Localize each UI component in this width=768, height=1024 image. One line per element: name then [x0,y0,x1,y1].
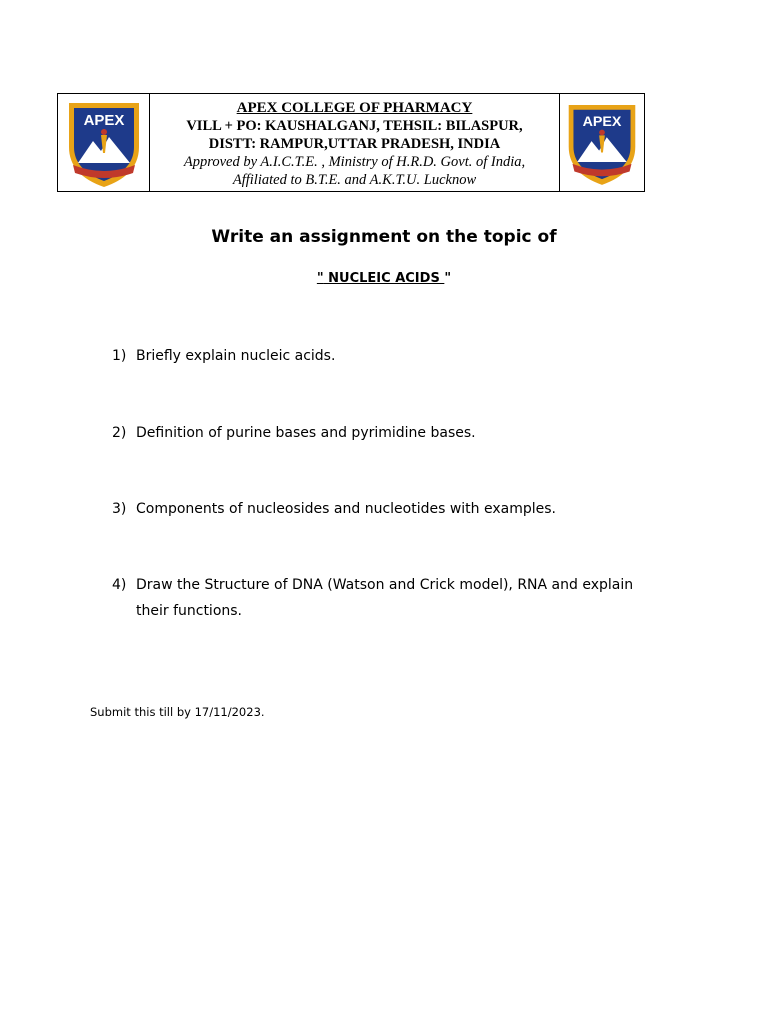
college-name: APEX COLLEGE OF PHARMACY [236,100,473,116]
logo-text: APEX [83,111,124,129]
question-number: 3) [112,501,127,517]
logo-text: APEX [582,113,622,130]
approval-line-2: Affiliated to B.T.E. and A.K.T.U. Lucknow [232,172,477,188]
question-number: 2) [112,425,127,441]
letterhead-text [150,94,559,191]
topic-quote-close: " [444,271,452,286]
assignment-heading: Write an assignment on the topic of [211,227,557,247]
question-number: 4) [112,577,127,593]
question-text: Briefly explain nucleic acids. [136,348,336,364]
apex-shield-logo [563,97,641,189]
approval-line-1: Approved by A.I.C.T.E. , Ministry of H.R.D. Govt. of India, [183,154,526,170]
assignment-topic [0,271,768,286]
logo-left [58,94,150,191]
letterhead [57,93,645,192]
question-text: Definition of purine bases and pyrimidine bases. [136,425,476,441]
question-number: 1) [112,348,127,364]
question-item [112,572,652,624]
question-item [112,420,652,446]
topic-title: NUCLEIC ACIDS [323,271,445,286]
submission-note: Submit this till by 17/11/2023. [90,705,265,719]
question-item [112,496,652,522]
logo-right [559,94,644,191]
address-line-1: VILL + PO: KAUSHALGANJ, TEHSIL: BILASPUR, [186,118,523,134]
apex-shield-logo [63,97,145,189]
question-text: Components of nucleosides and nucleotides with examples. [136,501,556,517]
question-item [112,343,652,369]
address-line-2: DISTT: RAMPUR,UTTAR PRADESH, INDIA [208,136,501,152]
question-text: Draw the Structure of DNA (Watson and Crick model), RNA and explain their functions. [136,577,634,619]
topic-quote-open: " [316,271,324,286]
